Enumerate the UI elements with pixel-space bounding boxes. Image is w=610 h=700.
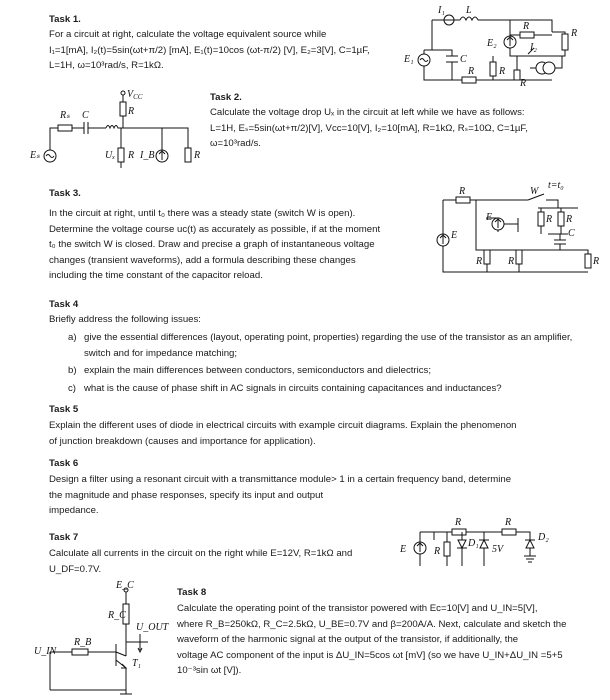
label-r-b: R	[571, 28, 578, 39]
label-uout: U_OUT	[136, 622, 169, 633]
resistor-r-top	[120, 102, 126, 116]
resistor-r-c	[444, 542, 450, 556]
label-d2: D₂	[538, 532, 549, 543]
label-ib: I_B	[140, 150, 155, 161]
list-item: b) explain the main differences between conductors, semiconductors and dielectrics;	[68, 365, 431, 377]
task7-title: Task 7	[49, 532, 79, 543]
label-r-a: R	[523, 21, 530, 32]
task7-circuit-diagram	[392, 510, 562, 570]
task1-body: For a circuit at right, calculate the voltage equivalent source while I₁=1[mA], I₂(t)=5sin(ωt+π/2) [mA], E₁(t)=10cos (ωt-π/2) [V], E₂=3[V], C=1µF, L=1H, ω=10³rad/s, R=1kΩ.	[49, 29, 370, 72]
resistor-r-b	[516, 250, 522, 264]
label-vcc: $V_{CC}$	[127, 89, 143, 101]
diode-d2	[525, 540, 535, 548]
task1-circuit-diagram	[402, 2, 597, 90]
task2-body: Calculate the voltage drop Uₓ in the circuit at left while we have as follows: L=1H, Eₛ=5sin(ωt+π/2)[V], Vcc=10[V], I₂=10[mA], R=1kΩ, Rₛ=10Ω, C=1µF, ω=10³rad/s.	[210, 107, 528, 150]
resistor-r-c	[462, 77, 476, 83]
resistor-r-mid	[118, 148, 124, 162]
label-c: C	[460, 54, 467, 65]
resistor-r-b	[562, 34, 568, 50]
label-i1: I₁	[438, 5, 445, 16]
label-ux: Uₓ	[105, 150, 116, 161]
label-ec: E_C	[116, 580, 134, 591]
task5-title: Task 5	[49, 404, 79, 415]
task4-list	[68, 330, 588, 396]
inductor-l	[460, 17, 478, 20]
resistor-r-b	[502, 529, 516, 535]
resistor-r-a	[520, 32, 534, 38]
task8-body: Calculate the operating point of the transistor powered with Ec=10[V] and U_IN=5[V], where R_B=250kΩ, R_C=2.5kΩ, U_BE=0.7V and β=200A/A. Next, calculate and sketch the waveform of the harmonic signal at the output of the transistor, if additionally, the voltage AC component of the input is ΔU_IN=5cos ωt [mV] (so we have U_IN+ΔU_IN =5+5 10⁻³sin ωt [V]).	[177, 603, 567, 677]
label-e1: E₁	[404, 54, 414, 65]
label-r-d: R	[566, 214, 573, 225]
label-r-top: R	[459, 186, 466, 197]
resistor-r-d	[490, 62, 496, 76]
capacitor-c	[84, 122, 88, 134]
label-e-left: E	[451, 230, 458, 241]
task6-title: Task 6	[49, 458, 79, 469]
label-rc: R_C	[108, 610, 126, 621]
label-l: L	[466, 5, 472, 16]
capacitor-c	[446, 56, 458, 62]
label-r-top: R	[128, 106, 135, 117]
task3-title: Task 3.	[49, 188, 81, 199]
label-r-c: R	[468, 66, 475, 77]
label-r-right: R	[194, 150, 201, 161]
zener-diode-5v	[479, 540, 489, 548]
label-i2: I₂	[530, 42, 537, 53]
task2-title: Task 2.	[210, 92, 242, 103]
label-e-mid: E	[486, 212, 493, 223]
label-r-d: R	[499, 66, 506, 77]
label-r-a: R	[455, 517, 462, 528]
label-e2: E₂	[487, 38, 497, 49]
label-r-c: R	[546, 214, 553, 225]
label-rs: Rₛ	[60, 110, 70, 121]
capacitor-c	[554, 240, 566, 244]
label-rb: R_B	[74, 637, 92, 648]
label-e: E	[400, 544, 407, 555]
resistor-rs	[58, 125, 72, 131]
label-r-e: R	[593, 256, 600, 267]
task1-title: Task 1.	[49, 14, 81, 25]
label-w: W	[530, 186, 539, 197]
task3-body: In the circuit at right, until t₀ there was a steady state (switch W is open). Determine the voltage course uc(t) as accurately as possible, if at the moment t₀ the switch W is closed. Draw and precise a graph of instantaneous voltage changes (transient waveforms), add a formula describing these changes including the time constant of the capacitor reload.	[49, 208, 381, 282]
list-item: c) what is the cause of phase shift in AC signals in circuits containing capacitances and inductances?	[68, 382, 502, 394]
label-r-e: R	[520, 78, 527, 89]
label-c: C	[568, 228, 575, 239]
label-t0: t=t₀	[548, 180, 564, 191]
task2-circuit-diagram	[28, 88, 210, 170]
task6-body: Design a filter using a resonant circuit with a transmittance module> 1 in a certain frequency band, determine the magnitude and phase responses, specify its input and output impedance.	[49, 474, 512, 517]
resistor-rb	[72, 649, 88, 655]
resistor-r-d	[558, 212, 564, 226]
label-c: C	[82, 110, 89, 121]
label-r-b: R	[505, 517, 512, 528]
resistor-r-top	[456, 197, 470, 203]
diode-d1	[457, 540, 467, 548]
task4-intro: Briefly address the following issues:	[49, 314, 201, 325]
resistor-r-a	[484, 250, 490, 264]
task3-circuit-diagram	[418, 180, 600, 280]
label-r-b: R	[508, 256, 515, 267]
resistor-r-e	[585, 254, 591, 268]
label-d1: D₁	[468, 538, 479, 549]
label-5v: 5V	[492, 544, 504, 555]
resistor-r-c	[538, 212, 544, 226]
label-es: Eₛ	[30, 150, 40, 161]
label-r-c: R	[434, 546, 441, 557]
task8-title: Task 8	[177, 587, 207, 598]
task4-title: Task 4	[49, 299, 79, 310]
task5-body: Explain the different uses of diode in electrical circuits with example circuit diagrams. Explain the phenomenon of junction breakdown (causes and importance for application).	[49, 420, 517, 447]
resistor-r-a	[452, 529, 466, 535]
label-uin: U_IN	[34, 646, 57, 657]
resistor-r-right	[185, 148, 191, 162]
label-r-mid: R	[128, 150, 135, 161]
label-r-a: R	[476, 256, 483, 267]
task8-circuit-diagram	[28, 582, 180, 698]
label-t1: T₁	[132, 658, 142, 669]
list-item: a) give the essential differences (layout, operating point, properties) regarding the use of the transistor as an amplifier, switch and for impedance matching;	[68, 332, 573, 359]
task7-body: Calculate all currents in the circuit on the right while E=12V, R=1kΩ and U_DF=0.7V.	[49, 548, 353, 575]
